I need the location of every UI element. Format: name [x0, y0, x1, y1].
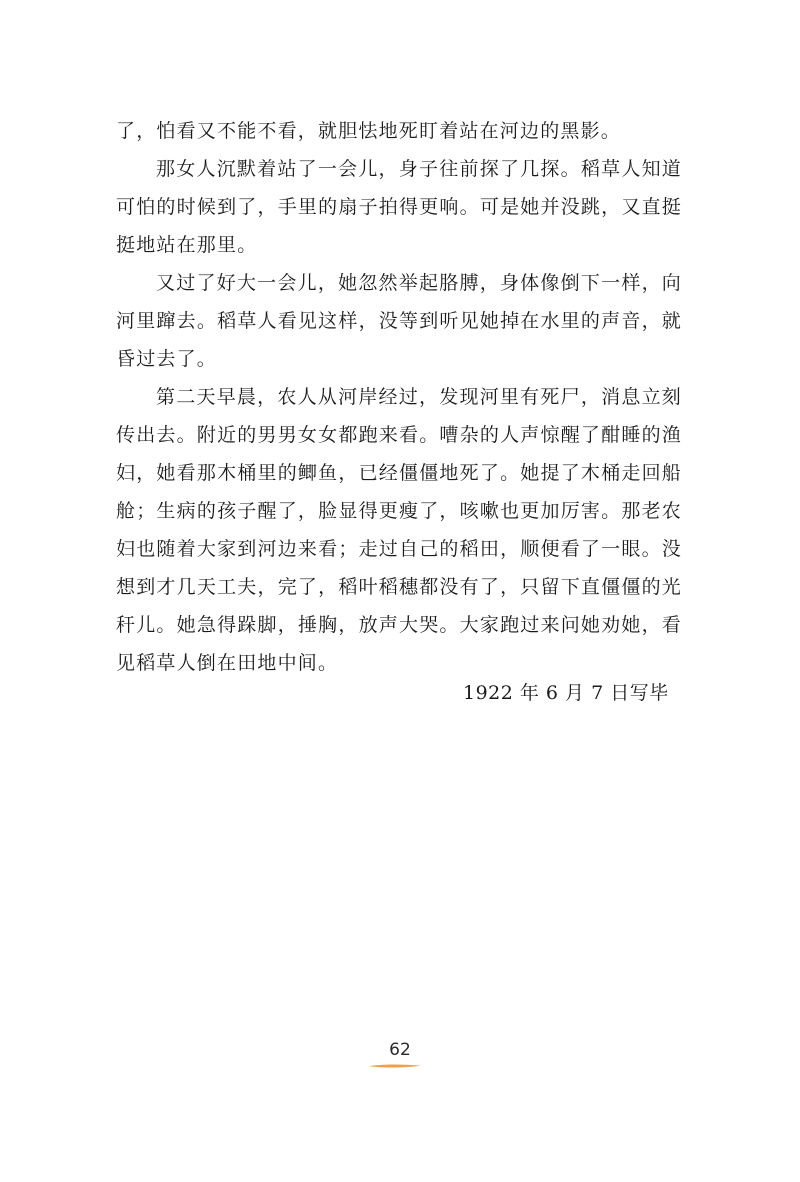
paragraph: 第二天早晨，农人从河岸经过，发现河里有死尸，消息立刻传出去。附近的男男女女都跑来看。嘈杂的人声惊醒了酣睡的渔妇，她看那木桶里的鲫鱼，已经僵僵地死了。她提了木桶走回船舱；生病的孩子醒了，脸显得更瘦了，咳嗽也更加厉害。那老农妇也随着大家到河边来看；走过自己的稻田，顺便看了一眼。没想到才几天工夫，完了，稻叶稻穗都没有了，只留下直僵僵的光秆儿。她急得跺脚，捶胸，放声大哭。大家跑过来问她劝她，看见稻草人倒在田地中间。 — [116, 386, 682, 674]
page-number-underline — [368, 1063, 422, 1069]
paragraph: 那女人沉默着站了一会儿，身子往前探了几探。稻草人知道可怕的时候到了，手里的扇子拍得更响。可是她并没跳，又直挺挺地站在那里。 — [116, 158, 682, 256]
page-number: 62 — [389, 1040, 411, 1060]
paragraph: 又过了好大一会儿，她忽然举起胳膊，身体像倒下一样，向河里蹿去。稻草人看见这样，没等到听见她掉在水里的声音，就昏过去了。 — [116, 272, 682, 370]
paragraph: 了，怕看又不能不看，就胆怯地死盯着站在河边的黑影。 — [116, 120, 622, 142]
body-text — [116, 112, 682, 682]
date-signature: 1922 年 6 月 7 日写毕 — [463, 682, 669, 704]
